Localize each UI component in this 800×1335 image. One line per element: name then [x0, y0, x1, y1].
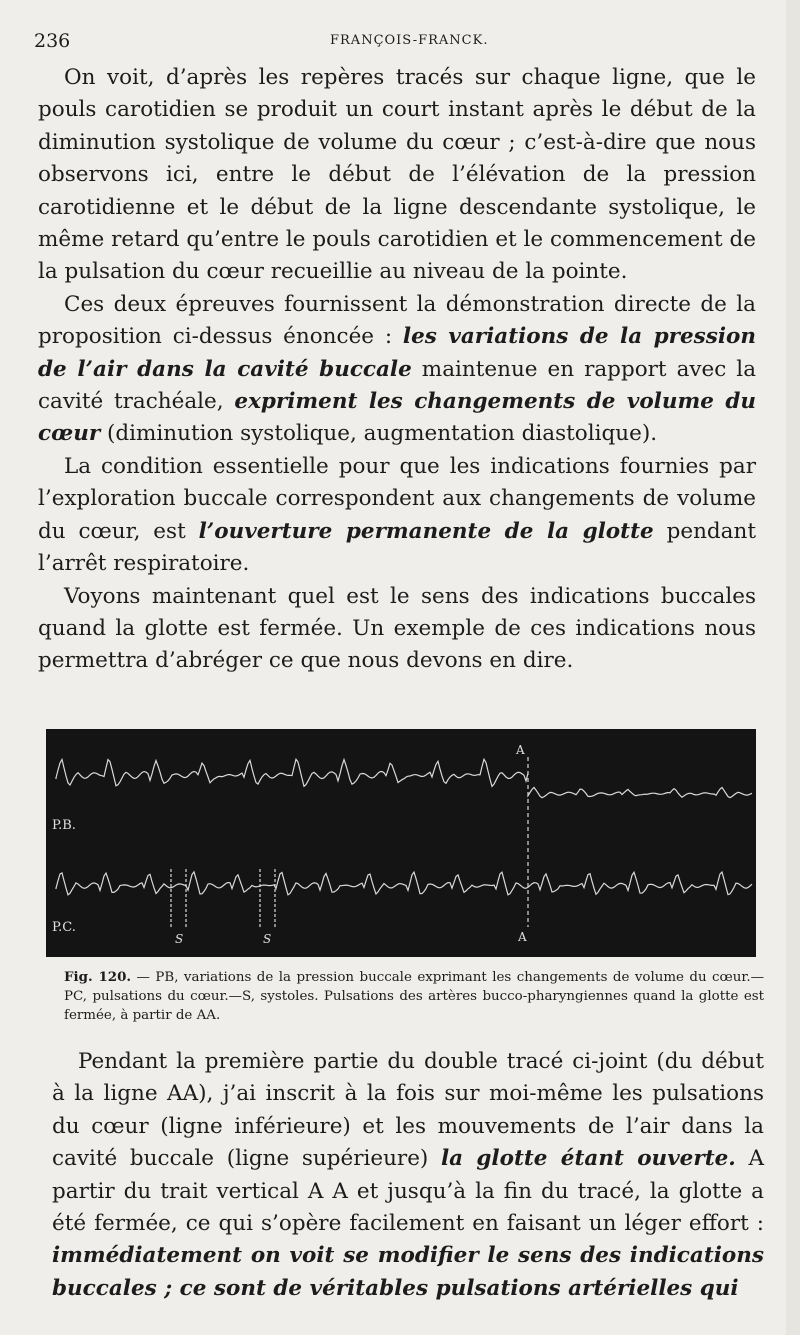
text-run: Pendant la première partie du double tracé ci-joint (du début à la ligne AA), j’ai inscrit à la fois sur moi-même les pulsations du cœur (ligne inférieure) et les mouvements de l’air dans la cavité buccale (ligne supérieure): [52, 1049, 764, 1172]
running-title: FRANÇOIS-FRANCK.: [330, 33, 489, 48]
page-number: 236: [34, 30, 71, 52]
page-header: [34, 30, 774, 56]
text-run: pendant l’arrêt respiratoire.: [38, 518, 756, 577]
emphasis-text: la glotte étant ouverte.: [440, 1146, 736, 1172]
caption-text: — PB, variations de la pression buccale exprimant les changements de volume du cœur.—PC, pulsations du cœur.—S, systoles. Pulsations des artères bucco-pharyngiennes quand la glotte est fermée, à partir de AA.: [64, 970, 764, 1023]
systole-label-1: S: [175, 932, 184, 946]
text-run: On voit, d’après les repères tracés sur chaque ligne, que le pouls carotidien se produit un court instant après le début de la diminution systolique de volume du cœur ; c’est-à-dire que nous observons ici, entre le début de l’élévation de la pression carotidienne et le début de la ligne descendante systolique, le même retard qu’entre le pouls carotidien et le commencement de la pulsation du cœur recueillie au niveau de la pointe.: [38, 65, 756, 285]
body-text-bottom: [52, 1046, 764, 1305]
emphasis-text: les variations de la pression de l’air dans la cavité buccale: [38, 324, 756, 382]
label-pc: P.C.: [52, 920, 76, 935]
figure-120: [46, 729, 756, 957]
page-gutter-shadow: [786, 0, 800, 1335]
text-run: maintenue en rapport avec la cavité trachéale,: [38, 356, 757, 415]
paragraph: [38, 451, 756, 581]
text-run: Voyons maintenant quel est le sens des indications buccales quand la glotte est fermée. Un exemple de ces indications nous permettra d’abréger ce que nous devons en dire.: [38, 583, 756, 674]
trace-background: [46, 729, 756, 957]
label-pb: P.B.: [52, 818, 76, 833]
text-run: (diminution systolique, augmentation diastolique).: [100, 421, 658, 447]
emphasis-text: l’ouverture permanente de la glotte: [198, 518, 654, 544]
emphasis-text: expriment les changements de volume du cœur: [38, 389, 756, 447]
text-run: Ces deux épreuves fournissent la démonstration directe de la proposition ci-dessus énoncée :: [38, 291, 756, 350]
caption-figure-label: Fig. 120.: [64, 969, 132, 985]
text-run: A partir du trait vertical A A et jusqu’à la fin du tracé, la glotte a été fermée, ce qui s’opère facilement en faisant un léger effort :: [52, 1146, 764, 1237]
marker-a-bottom: A: [518, 930, 527, 944]
body-text-top: [38, 62, 756, 678]
marker-a-top: A: [516, 743, 525, 757]
emphasis-text: immédiatement on voit se modifier le sens des indications buccales ; ce sont de véritables pulsations artérielles qui: [52, 1243, 764, 1301]
systole-label-2: S: [263, 932, 272, 946]
figure-caption: [64, 968, 764, 1025]
paragraph: [38, 62, 756, 289]
paragraph: [38, 289, 756, 451]
paragraph: [52, 1046, 764, 1305]
text-run: La condition essentielle pour que les indications fournies par l’exploration buccale correspondent aux changements de volume du cœur, est: [38, 453, 756, 544]
paragraph: [38, 581, 756, 678]
kymograph-trace: [46, 729, 756, 957]
